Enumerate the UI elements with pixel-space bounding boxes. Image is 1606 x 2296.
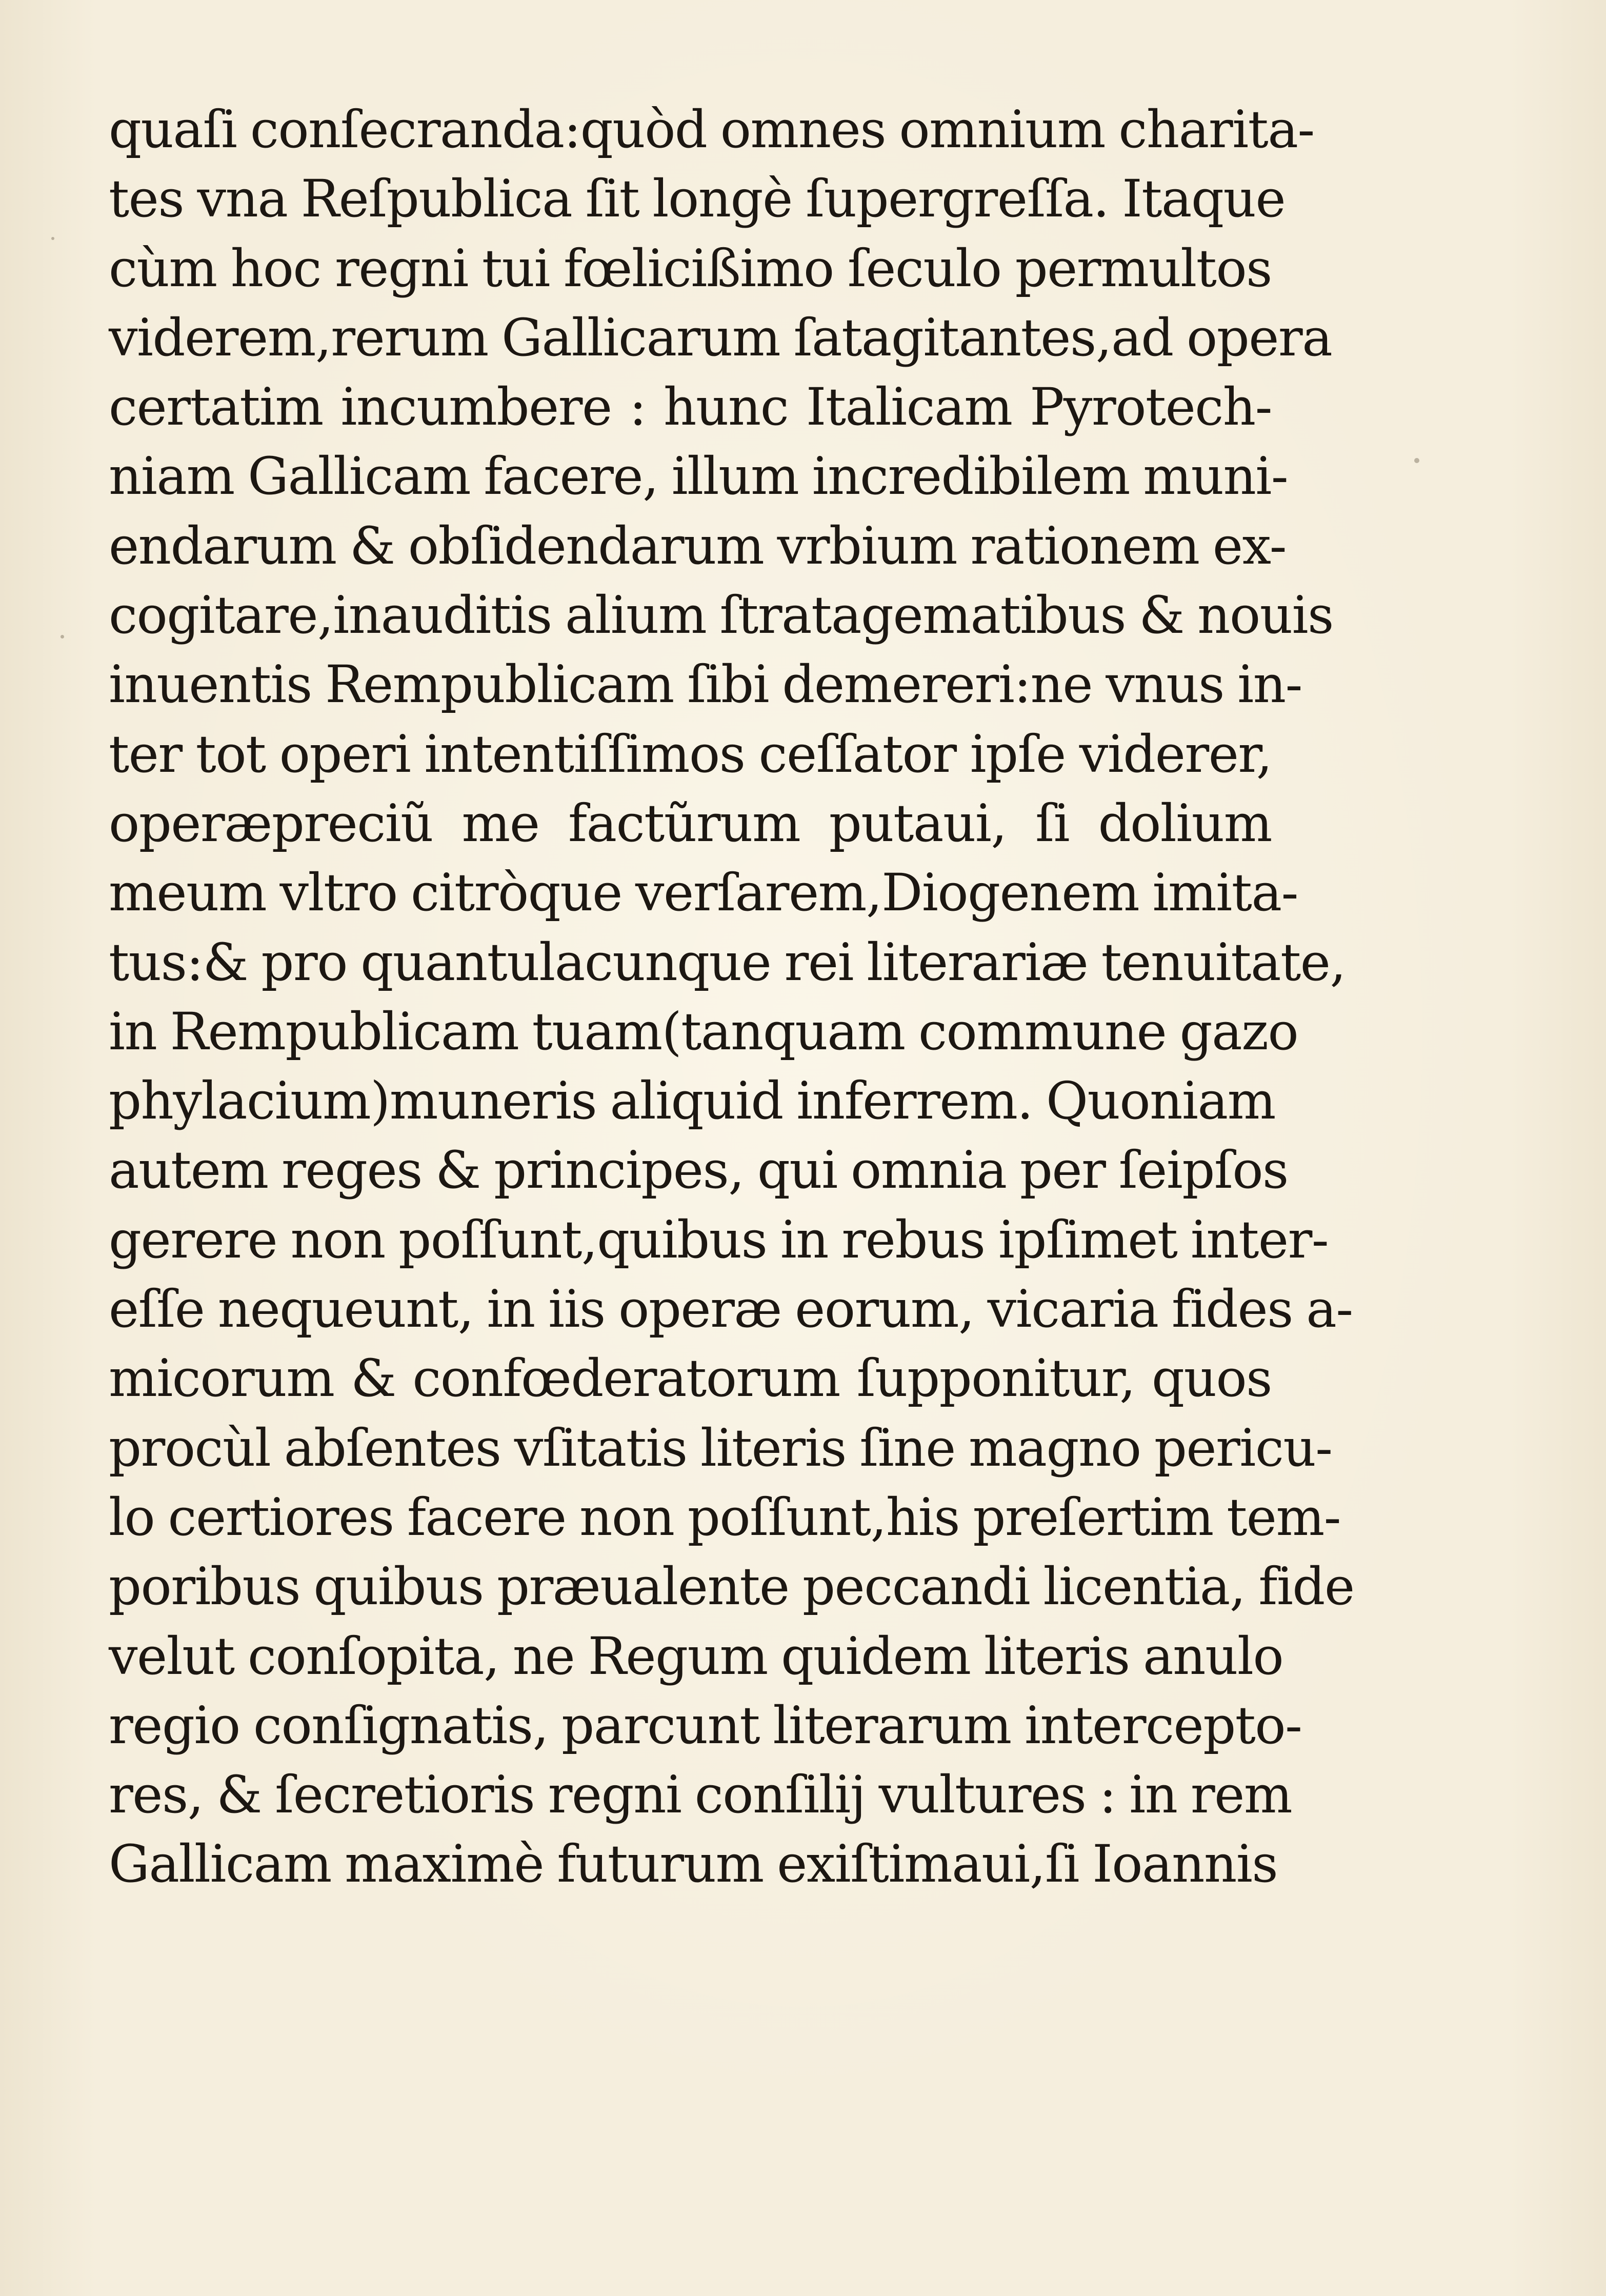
ink-speck	[1414, 458, 1419, 463]
text-line: gerere non poſſunt,quibus in rebus ipſimet inter-	[109, 1209, 1329, 1270]
text-line: lo certiores facere non poſſunt,his preſertim tem-	[109, 1487, 1341, 1547]
text-line: viderem,rerum Gallicarum ſatagitantes,ad opera	[109, 307, 1332, 368]
text-line: cùm hoc regni tui fœlicißimo ſeculo permultos	[109, 238, 1272, 298]
text-line: velut conſopita, ne Regum quidem literis anulo	[109, 1626, 1283, 1686]
text-line: endarum & obſidendarum vrbium rationem ex-	[109, 515, 1287, 576]
text-line: phylacium)muneris aliquid inferrem. Quoniam	[109, 1071, 1275, 1131]
text-line: in Rempublicam tuam(tanquam commune gazo	[109, 1001, 1298, 1062]
text-line: poribus quibus præualente peccandi licentia, fide	[109, 1556, 1354, 1617]
text-line: niam Gallicam facere, illum incredibilem muni-	[109, 446, 1288, 507]
text-line: certatim incumbere : hunc Italicam Pyrotech-	[109, 377, 1272, 437]
text-line: inuentis Rempublicam ſibi demereri:ne vnus in-	[109, 654, 1302, 715]
text-line: micorum & confœderatorum ſupponitur, quos	[109, 1348, 1272, 1409]
text-line: meum vltro citròque verſarem,Diogenem imita-	[109, 863, 1298, 923]
text-line: tus:& pro quantulacunque rei literariæ tenuitate,	[109, 932, 1346, 992]
text-line: Gallicam maximè futurum exiſtimaui,ſi Ioannis	[109, 1834, 1278, 1894]
text-line: procùl abſentes vſitatis literis ſine magno pericu-	[109, 1417, 1332, 1478]
text-line: tes vna Reſpublica ſit longè ſupergreſſa. Itaque	[109, 169, 1286, 229]
body-text	[109, 95, 1354, 1899]
ink-speck	[61, 635, 64, 638]
text-line: cogitare,inauditis alium ſtratagematibus & nouis	[109, 585, 1333, 646]
ink-speck	[51, 237, 54, 240]
text-line: quaſi conſecranda:quòd omnes omnium charita-	[109, 99, 1314, 159]
text-line: autem reges & principes, qui omnia per ſeipſos	[109, 1140, 1288, 1201]
text-line: operæpreciũ me factũrum putaui, ſi dolium	[109, 793, 1272, 853]
text-line: ter tot operi intentiſſimos ceſſator ipſe viderer,	[109, 724, 1272, 784]
text-line: res, & ſecretioris regni conſilij vultures : in rem	[109, 1765, 1292, 1825]
text-line: regio conſignatis, parcunt literarum intercepto-	[109, 1695, 1302, 1755]
text-line: eſſe nequeunt, in iis operæ eorum, vicaria fides a-	[109, 1279, 1353, 1340]
